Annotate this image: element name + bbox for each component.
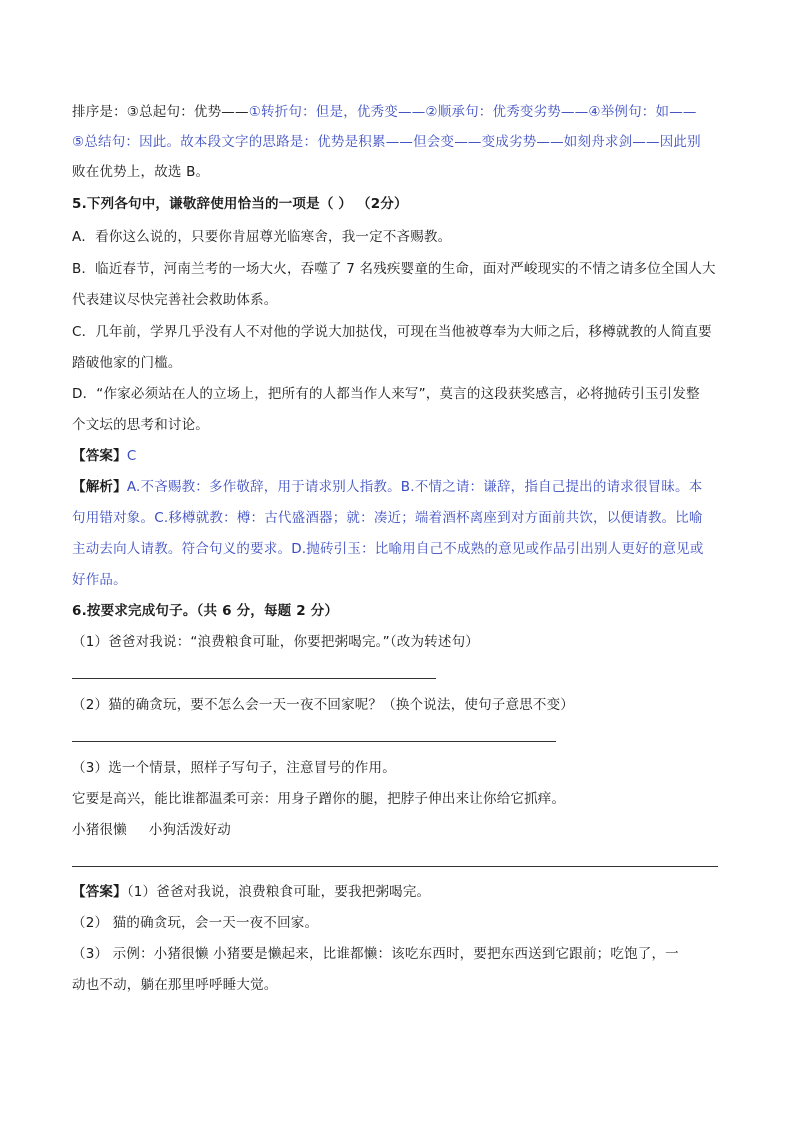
explanation-highlight: ①转折句：但是，优秀变——②顺承句：优秀变劣势——④举例句：如——	[248, 104, 697, 120]
q6-scenario-options	[72, 820, 231, 840]
analysis-text: A.不吝赐教：多作敬辞，用于请求别人指教。B.不情之请：谦辞，指自己提出的请求很冒昧。本	[126, 479, 703, 495]
q5-analysis-line-4: 好作品。	[72, 572, 127, 588]
scenario-option-1: 小猪很懒	[72, 822, 127, 838]
q6-answer-line-3	[72, 866, 718, 867]
q5-analysis-line-2: 句用错对象。C.移樽就教：樽：古代盛酒器；就：凑近；端着酒杯离座到对方面前共饮，以便请教。比喻	[72, 510, 703, 526]
q6-answer-1	[72, 882, 430, 902]
analysis-label: 【解析】	[72, 479, 127, 495]
question-5-title: 5.下列各句中，谦敬辞使用恰当的一项是（ ） （2分）	[72, 196, 408, 212]
q6-sub-2: （2）猫的确贪玩，要不怎么会一天一夜不回家呢？（换个说法，使句子意思不变）	[72, 697, 574, 713]
explanation-line-1	[72, 102, 697, 122]
q5-option-c-line-2: 踏破他家的门槛。	[72, 355, 182, 371]
q5-analysis-line-3: 主动去向人请教。符合句义的要求。D.抛砖引玉：比喻用自己不成熟的意见或作品引出别人更好的意见或	[72, 541, 704, 557]
q6-example-sentence: 它要是高兴，能比谁都温柔可亲：用身子蹭你的腿，把脖子伸出来让你给它抓痒。	[72, 791, 566, 807]
q6-sub-3: （3）选一个情景，照样子写句子，注意冒号的作用。	[72, 760, 396, 776]
q5-option-a: A．看你这么说的，只要你肯屈尊光临寒舍，我一定不吝赐教。	[72, 229, 452, 245]
q5-option-d-line-1: D．“作家必须站在人的立场上，把所有的人都当作人来写”，莫言的这段获奖感言，必将抛砖引玉引发整	[72, 386, 700, 402]
q6-sub-1: （1）爸爸对我说：“浪费粮食可耻，你要把粥喝完。”（改为转述句）	[72, 634, 479, 650]
q6-answer-line-1	[72, 678, 436, 679]
q5-answer	[72, 446, 136, 466]
q6-answer-3-line-1: （3） 示例：小猪很懒 小猪要是懒起来，比谁都懒：该吃东西时，要把东西送到它跟前；吃饱了，一	[72, 946, 679, 962]
answer-label: 【答案】	[72, 884, 127, 900]
answer-label: 【答案】	[72, 448, 127, 464]
scenario-option-2: 小狗活泼好动	[148, 822, 232, 838]
q6-answer-3-line-2: 动也不动，躺在那里呼呼睡大觉。	[72, 977, 278, 993]
answer-text: （1）爸爸对我说，浪费粮食可耻，要我把粥喝完。	[126, 884, 431, 900]
q5-option-c-line-1: C．几年前，学界几乎没有人不对他的学说大加挞伐，可现在当他被尊奉为大师之后，移樽就教的人简直要	[72, 324, 712, 340]
q6-answer-2: （2） 猫的确贪玩，会一天一夜不回家。	[72, 915, 319, 931]
q6-answer-line-2	[72, 741, 556, 742]
q5-option-b-line-1: B．临近春节，河南兰考的一场大火，吞噬了 7 名残疾婴童的生命，面对严峻现实的不情之请多位全国人大	[72, 261, 716, 277]
explanation-line-3: 败在优势上，故选 B。	[72, 164, 210, 180]
question-6-title: 6.按要求完成句子。（共 6 分，每题 2 分）	[72, 603, 339, 619]
explanation-text: 排序是：③总起句：优势——	[72, 104, 249, 120]
q5-option-b-line-2: 代表建议尽快完善社会救助体系。	[72, 292, 278, 308]
q5-option-d-line-2: 个文坛的思考和讨论。	[72, 417, 209, 433]
answer-value: C	[126, 448, 137, 464]
explanation-line-2: ⑤总结句：因此。故本段文字的思路是：优势是积累——但会变——变成劣势——如刻舟求剑——因此别	[72, 134, 701, 150]
q5-analysis-line-1	[72, 477, 702, 497]
